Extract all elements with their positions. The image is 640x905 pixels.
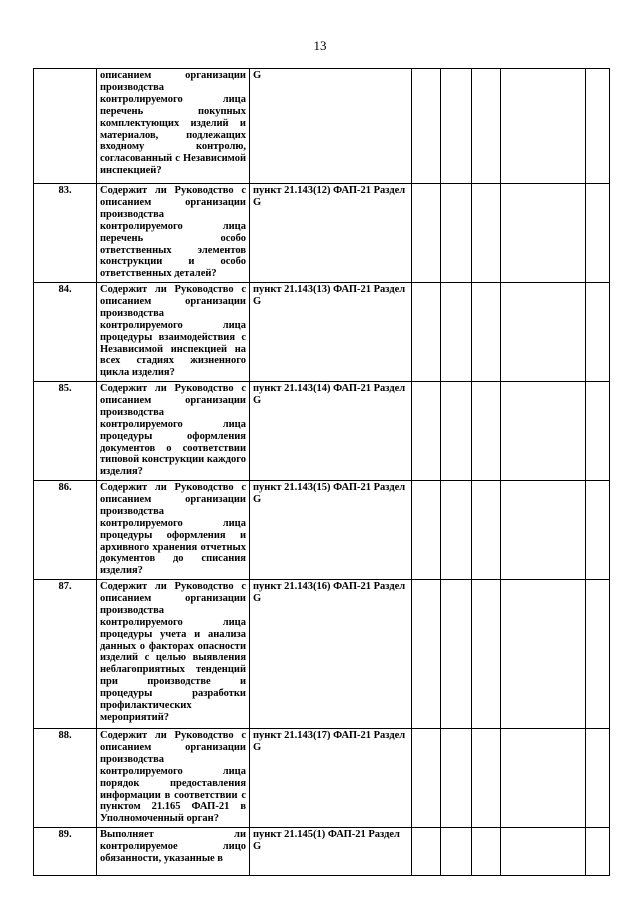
empty-cell [412, 481, 441, 580]
empty-cell [441, 481, 472, 580]
empty-cell [501, 729, 586, 828]
question-line: контролируемого лица [100, 765, 246, 777]
question-line: контролируемого лица [100, 418, 246, 430]
question-line: Содержит ли Руководство с [100, 383, 246, 394]
reference-cell: пункт 21.145(1) ФАП-21 Раздел G [250, 828, 412, 876]
question-line: контролируемого лица [100, 616, 246, 628]
question-line: производства [100, 753, 165, 765]
empty-cell [412, 283, 441, 382]
question-line: контролируемого лица [100, 319, 246, 331]
question-cell [97, 828, 250, 876]
question-line: описанием организации [100, 394, 246, 406]
question-line: данных о факторах опасности [100, 640, 246, 652]
question-line: инспекцией? [100, 165, 162, 177]
reference-cell: пункт 21.143(14) ФАП-21 Раздел G [250, 382, 412, 481]
empty-cell [412, 184, 441, 283]
empty-cell [472, 69, 501, 184]
page-number: 13 [313, 38, 327, 53]
question-line: процедуры учета и анализа [100, 628, 246, 640]
empty-cell [412, 69, 441, 184]
reference-cell: пункт 21.143(17) ФАП-21 Раздел G [250, 729, 412, 828]
question-line: изделия? [100, 466, 143, 478]
question-line: производства [100, 208, 165, 220]
question-line: Содержит ли Руководство с [100, 730, 246, 741]
checklist-body [34, 69, 610, 876]
question-line: документов о соответствии [100, 442, 246, 454]
table-row [34, 580, 610, 729]
question-line: процедуры разработки [100, 688, 246, 700]
empty-cell [472, 283, 501, 382]
question-line: неблагоприятных тенденций [100, 664, 246, 676]
question-line: Выполняет ли [100, 829, 246, 840]
empty-cell [501, 69, 586, 184]
empty-cell [472, 481, 501, 580]
question-line: ответственных деталей? [100, 268, 217, 280]
empty-cell [586, 828, 610, 876]
empty-cell [441, 828, 472, 876]
question-cell [97, 69, 250, 184]
question-line: контролируемого лица [100, 220, 246, 232]
empty-cell [472, 729, 501, 828]
question-cell [97, 481, 250, 580]
question-line: мероприятий? [100, 711, 170, 723]
question-line: описанием организации [100, 741, 246, 753]
empty-cell [586, 184, 610, 283]
question-line: контролируемого лица [100, 517, 246, 529]
empty-cell [501, 382, 586, 481]
question-line: Независимой инспекцией на [100, 343, 246, 355]
item-number: 88. [34, 729, 97, 828]
item-number: 85. [34, 382, 97, 481]
question-line: согласованный с Независимой [100, 153, 246, 165]
question-cell [97, 729, 250, 828]
empty-cell [586, 481, 610, 580]
table-row [34, 382, 610, 481]
question-line: Содержит ли Руководство с [100, 284, 246, 295]
empty-cell [472, 184, 501, 283]
question-cell [97, 580, 250, 729]
empty-cell [412, 382, 441, 481]
question-line: архивного хранения отчетных [100, 541, 246, 553]
reference-cell: пункт 21.143(15) ФАП-21 Раздел G [250, 481, 412, 580]
question-line: производства [100, 604, 165, 616]
question-line: информации в соответствии с [100, 789, 246, 801]
empty-cell [412, 729, 441, 828]
empty-cell [472, 382, 501, 481]
question-line: перечень покупных [100, 105, 246, 117]
question-line: описанием организации [100, 592, 246, 604]
question-line: производства [100, 505, 165, 517]
table-row [34, 729, 610, 828]
question-line: порядок предоставления [100, 777, 246, 789]
empty-cell [441, 382, 472, 481]
question-line: изделия? [100, 565, 143, 577]
question-line: производства [100, 406, 165, 418]
empty-cell [412, 580, 441, 729]
item-number: 86. [34, 481, 97, 580]
question-line: процедуры оформления и [100, 529, 246, 541]
question-line: Содержит ли Руководство с [100, 482, 246, 493]
empty-cell [586, 283, 610, 382]
question-line: описанием организации [100, 70, 246, 81]
empty-cell [586, 382, 610, 481]
question-line: производства [100, 81, 165, 93]
question-line: контролируемое лицо [100, 840, 246, 852]
question-line: Содержит ли Руководство с [100, 185, 246, 196]
question-line: конструкции и особо [100, 256, 246, 268]
item-number [34, 69, 97, 184]
reference-cell: пункт 21.143(12) ФАП-21 Раздел G [250, 184, 412, 283]
question-line: пунктом 21.165 ФАП-21 в [100, 801, 246, 813]
question-line: при производстве и [100, 676, 246, 688]
question-line: ответственных элементов [100, 244, 246, 256]
reference-cell: G [250, 69, 412, 184]
empty-cell [586, 580, 610, 729]
empty-cell [501, 580, 586, 729]
empty-cell [501, 283, 586, 382]
question-cell [97, 184, 250, 283]
question-cell [97, 283, 250, 382]
item-number: 89. [34, 828, 97, 876]
question-line: описанием организации [100, 493, 246, 505]
question-line: материалов, подлежащих [100, 129, 246, 141]
question-line: изделий с целью выявления [100, 652, 246, 664]
item-number: 83. [34, 184, 97, 283]
empty-cell [441, 184, 472, 283]
empty-cell [501, 828, 586, 876]
question-line: перечень особо [100, 232, 246, 244]
table-row [34, 283, 610, 382]
empty-cell [441, 283, 472, 382]
item-number: 84. [34, 283, 97, 382]
empty-cell [586, 729, 610, 828]
question-line: всех стадиях жизненного [100, 355, 246, 367]
empty-cell [586, 69, 610, 184]
empty-cell [441, 69, 472, 184]
reference-cell: пункт 21.143(16) ФАП-21 Раздел G [250, 580, 412, 729]
question-line: типовой конструкции каждого [100, 454, 246, 466]
empty-cell [441, 580, 472, 729]
empty-cell [472, 580, 501, 729]
table-row [34, 69, 610, 184]
question-line: цикла изделия? [100, 367, 175, 379]
table-row [34, 481, 610, 580]
question-line: профилактических [100, 700, 192, 712]
empty-cell [441, 729, 472, 828]
question-line: контролируемого лица [100, 93, 246, 105]
question-line: Содержит ли Руководство с [100, 581, 246, 592]
empty-cell [501, 481, 586, 580]
question-cell [97, 382, 250, 481]
table-row [34, 828, 610, 876]
empty-cell [472, 828, 501, 876]
question-line: процедуры оформления [100, 430, 246, 442]
empty-cell [412, 828, 441, 876]
table-row [34, 184, 610, 283]
checklist-table [33, 68, 610, 876]
question-line: обязанности, указанные в [100, 852, 223, 864]
question-line: описанием организации [100, 295, 246, 307]
question-line: описанием организации [100, 196, 246, 208]
question-line: процедуры взаимодействия с [100, 331, 246, 343]
item-number: 87. [34, 580, 97, 729]
empty-cell [501, 184, 586, 283]
question-line: входному контролю, [100, 141, 246, 153]
question-line: Уполномоченный орган? [100, 813, 219, 825]
question-line: документов до списания [100, 553, 246, 565]
reference-cell: пункт 21.143(13) ФАП-21 Раздел G [250, 283, 412, 382]
question-line: комплектующих изделий и [100, 117, 246, 129]
question-line: производства [100, 307, 165, 319]
